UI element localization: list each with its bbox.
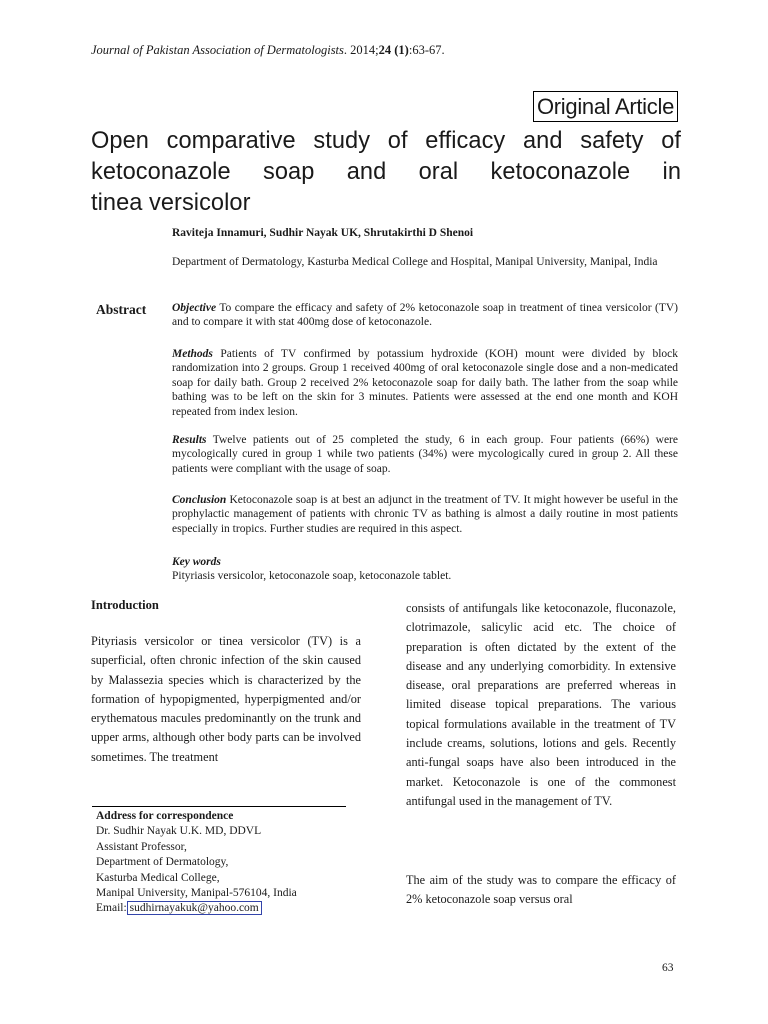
correspondence-line: Department of Dermatology, xyxy=(96,856,229,869)
correspondence-line: Kasturba Medical College, xyxy=(96,871,220,884)
title-line: ketoconazole soap and oral ketoconazole in xyxy=(91,159,681,185)
page-number: 63 xyxy=(662,962,674,974)
journal-volume: 24 xyxy=(378,43,392,57)
abstract-conclusion xyxy=(172,493,678,536)
results-label: Results xyxy=(172,434,207,446)
correspondence-line: Dr. Sudhir Nayak U.K. MD, DDVL xyxy=(96,825,262,838)
conclusion-label: Conclusion xyxy=(172,494,227,506)
results-text: Twelve patients out of 25 completed the study, 6 in each group. Four patients (66%) were mycologically cured in group 1 while two patients (34%) were mycologically cured in group 2. All these patients were compliant with the usage of soap. xyxy=(172,434,678,475)
title-line: tinea versicolor xyxy=(91,190,251,216)
intro-right-paragraph: consists of antifungals like ketoconazole, fluconazole, clotrimazole, salicylic acid etc. The choice of preparation is often dictated by the extent of the disease and any underlying comorbidity. In extensive disease, oral preparations are preferred whereas in limited disease topical preparations. The various topical formulations available in the treatment of TV include creams, solutions, lotions and gels. Recently anti-fungal soaps have also been introduced in the market. Ketoconazole is one of the commonest antifungal used in the management of TV. xyxy=(406,601,676,808)
email-link[interactable]: sudhirnayakuk@yahoo.com xyxy=(127,901,262,915)
journal-pages: :63-67. xyxy=(408,43,445,57)
correspondence-line: Assistant Professor, xyxy=(96,840,187,853)
article-type-label: Original Article xyxy=(533,91,678,122)
journal-year: 2014; xyxy=(350,43,379,57)
objective-label: Objective xyxy=(172,302,217,314)
title-line: Open comparative study of efficacy and safety of xyxy=(91,128,681,154)
conclusion-text: Ketoconazole soap is at best an adjunct in the treatment of TV. It might however be useful in the prophylactic management of patients with chronic TV as bathing is almost a daily routine in most patients especially in tropics. Further studies are required in this aspect. xyxy=(172,494,678,535)
journal-name: Journal of Pakistan Association of Dermatologists xyxy=(91,43,344,57)
abstract-objective xyxy=(172,301,678,330)
keywords-text: Pityriasis versicolor, ketoconazole soap, ketoconazole tablet. xyxy=(172,570,452,583)
correspondence-line: Manipal University, Manipal-576104, India xyxy=(96,887,297,900)
introduction-heading: Introduction xyxy=(91,598,159,612)
objective-text: To compare the efficacy and safety of 2% ketoconazole soap in treatment of tinea versicolor (TV) and to compare it with stat 400mg dose of ketoconazole. xyxy=(172,302,678,329)
abstract-heading: Abstract xyxy=(96,302,147,317)
journal-citation: Journal of Pakistan Association of Dermatologists. 2014;24 (1):63-67. xyxy=(91,43,445,57)
correspondence-block xyxy=(96,809,297,917)
methods-label: Methods xyxy=(172,348,213,360)
correspondence-divider xyxy=(92,806,346,807)
methods-text: Patients of TV confirmed by potassium hydroxide (KOH) mount were divided by block randomization into 2 groups. Group 1 received 400mg of oral ketoconazole single dose and a non-medicated soap for daily bath. Group 2 received 2% ketoconazole soap for daily bath. The lather from the soap while bathing was to be left on the skin for 3 minutes. Patients were assessed at the end one month and KOH repeated from index lesion. xyxy=(172,348,678,418)
correspondence-title: Address for correspondence xyxy=(96,810,234,822)
intro-left-paragraph: Pityriasis versicolor or tinea versicolor (TV) is a superficial, often chronic infection of the skin caused by Malassezia species which is characterized by the formation of hypopigmented, hyperpigmented and/or erythematous macules predominantly on the trunk and upper arms, although other body parts can be involved sometimes. The treatment xyxy=(91,634,361,764)
affiliation: Department of Dermatology, Kasturba Medical College and Hospital, Manipal University, Manipal, India xyxy=(172,256,658,268)
abstract-results xyxy=(172,433,678,476)
keywords-label: Key words xyxy=(172,556,221,568)
journal-issue: (1) xyxy=(394,43,409,57)
abstract-methods xyxy=(172,347,678,419)
abstract-keywords xyxy=(172,555,678,584)
email-label: Email: xyxy=(96,902,127,915)
author-list: Raviteja Innamuri, Sudhir Nayak UK, Shrutakirthi D Shenoi xyxy=(172,227,474,239)
article-title xyxy=(91,126,681,219)
intro-right-paragraph-2: The aim of the study was to compare the efficacy of 2% ketoconazole soap versus oral xyxy=(406,873,676,907)
correspondence-email-row xyxy=(96,901,297,916)
